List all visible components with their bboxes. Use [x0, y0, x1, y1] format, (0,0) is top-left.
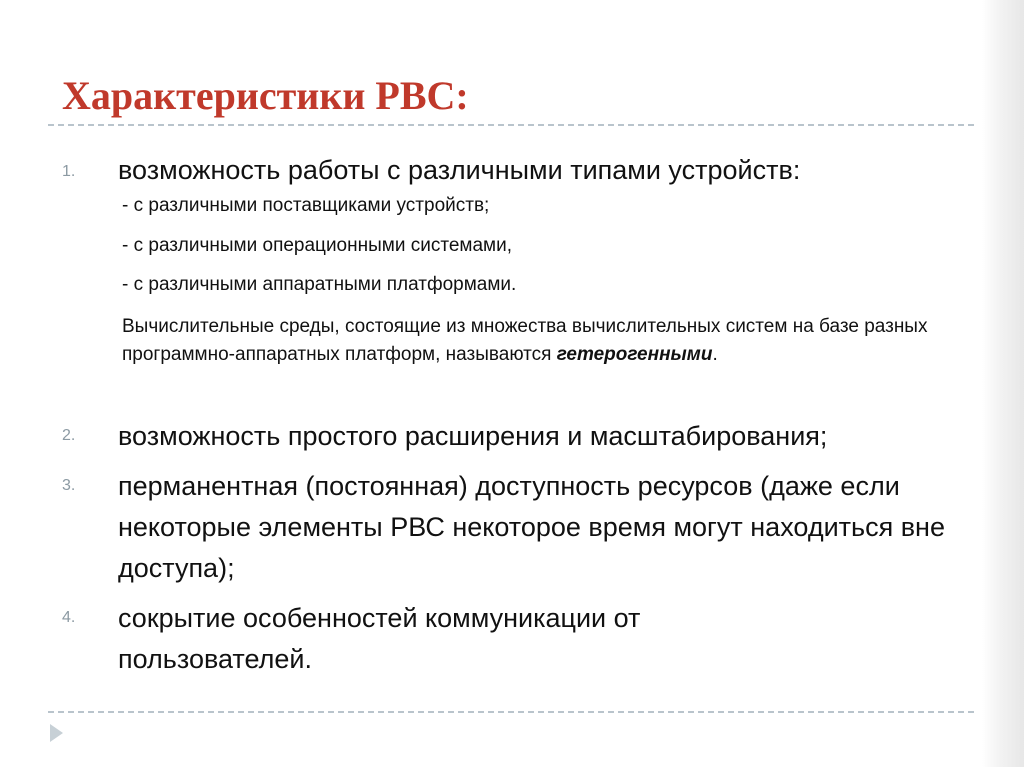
list-number: 1.	[62, 163, 76, 180]
definition-end: .	[712, 344, 718, 365]
title-divider	[48, 124, 974, 126]
list-item-text: сокрытие особенностей коммуникации от пользователей.	[118, 603, 641, 674]
triangle-right-icon	[50, 724, 63, 742]
sub-item: - с различными операционными системами,	[122, 235, 512, 256]
list-number: 4.	[62, 609, 76, 626]
definition-text: Вычислительные среды, состоящие из множества вычислительных систем на базе разных программно-аппаратных платформ, называются	[122, 316, 928, 365]
sub-item: - с различными аппаратными платформами.	[122, 274, 517, 295]
list-number: 2.	[62, 427, 76, 444]
sub-item: - с различными поставщиками устройств;	[122, 195, 490, 216]
list-item-text: перманентная (постоянная) доступность ресурсов (даже если некоторые элементы РВС некоторое время могут находиться вне доступа);	[118, 471, 945, 583]
list-number: 3.	[62, 477, 76, 494]
emphasized-term: гетерогенными	[556, 344, 713, 365]
list-item-text: возможность простого расширения и масштабирования;	[118, 421, 828, 451]
right-edge-shade	[982, 0, 1024, 767]
footer-divider	[48, 711, 974, 713]
list-item-text: возможность работы с различными типами устройств:	[118, 155, 801, 185]
page-title: Характеристики РВС:	[62, 73, 469, 118]
heterogeneous-definition	[122, 313, 942, 369]
